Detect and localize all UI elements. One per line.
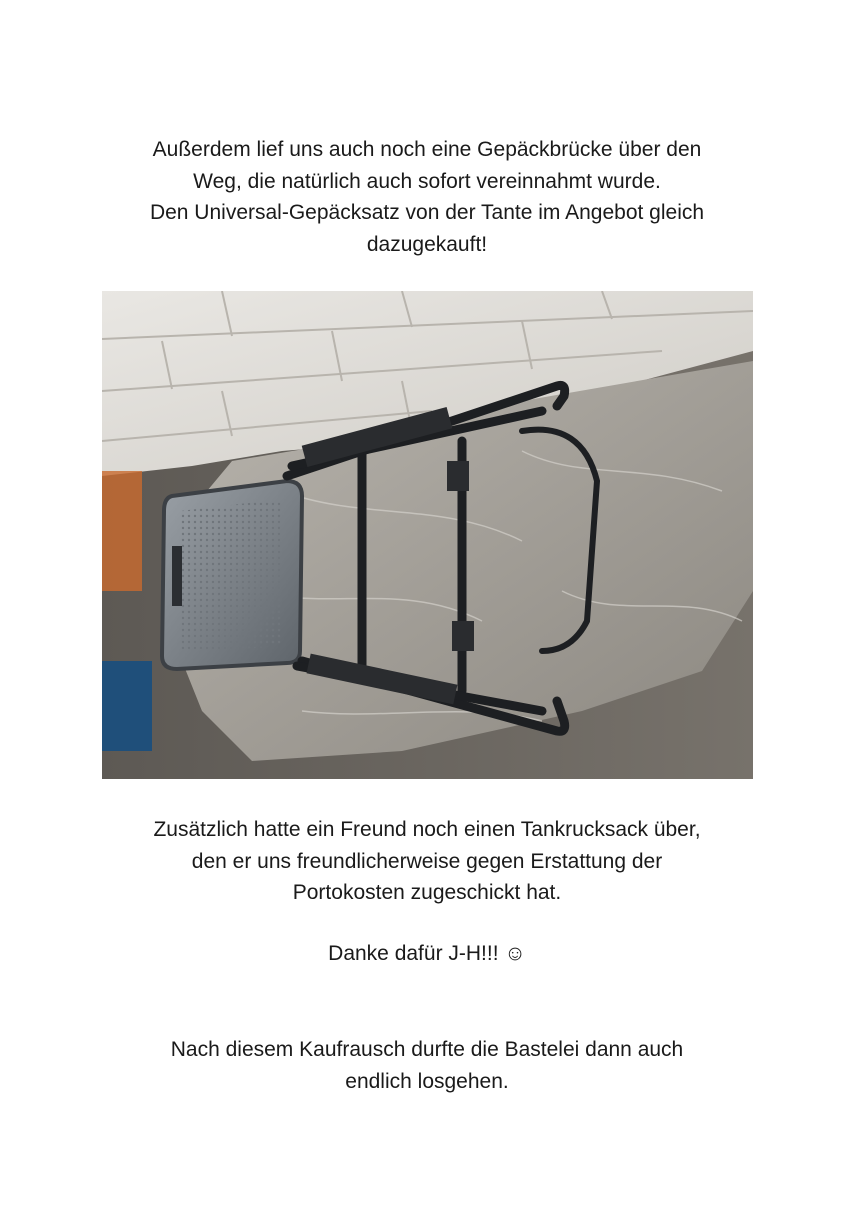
luggage-rack-photo [102, 291, 753, 779]
text-line: dazugekauft! [366, 232, 488, 256]
text-line: Den Universal-Gepäcksatz von der Tante im Angebot gleich [149, 201, 705, 224]
photo-illustration [102, 291, 753, 779]
paragraph-luggage-rack [0, 134, 854, 260]
text-line: den er uns freundlicherweise gegen Erstattung der [191, 849, 663, 873]
paragraph-conclusion [0, 1034, 854, 1097]
text-line: Weg, die natürlich auch sofort vereinnahmt wurde. [193, 169, 661, 193]
luggage-plate [162, 481, 302, 669]
text-line: Außerdem lief uns auch noch eine Gepäckbrücke über den [152, 138, 702, 161]
text-line: Danke dafür J-H!!! ☺ [328, 942, 526, 965]
paragraph-thanks [0, 938, 854, 970]
text-line: endlich losgehen. [345, 1069, 509, 1093]
blue-box [102, 661, 152, 751]
orange-object [102, 471, 142, 591]
text-line: Portokosten zugeschickt hat. [292, 881, 562, 904]
text-line: Zusätzlich hatte ein Freund noch einen Tankrucksack über, [153, 818, 701, 841]
text-line: Nach diesem Kaufrausch durfte die Bastelei dann auch [170, 1038, 684, 1061]
paragraph-tank-bag [0, 814, 854, 909]
